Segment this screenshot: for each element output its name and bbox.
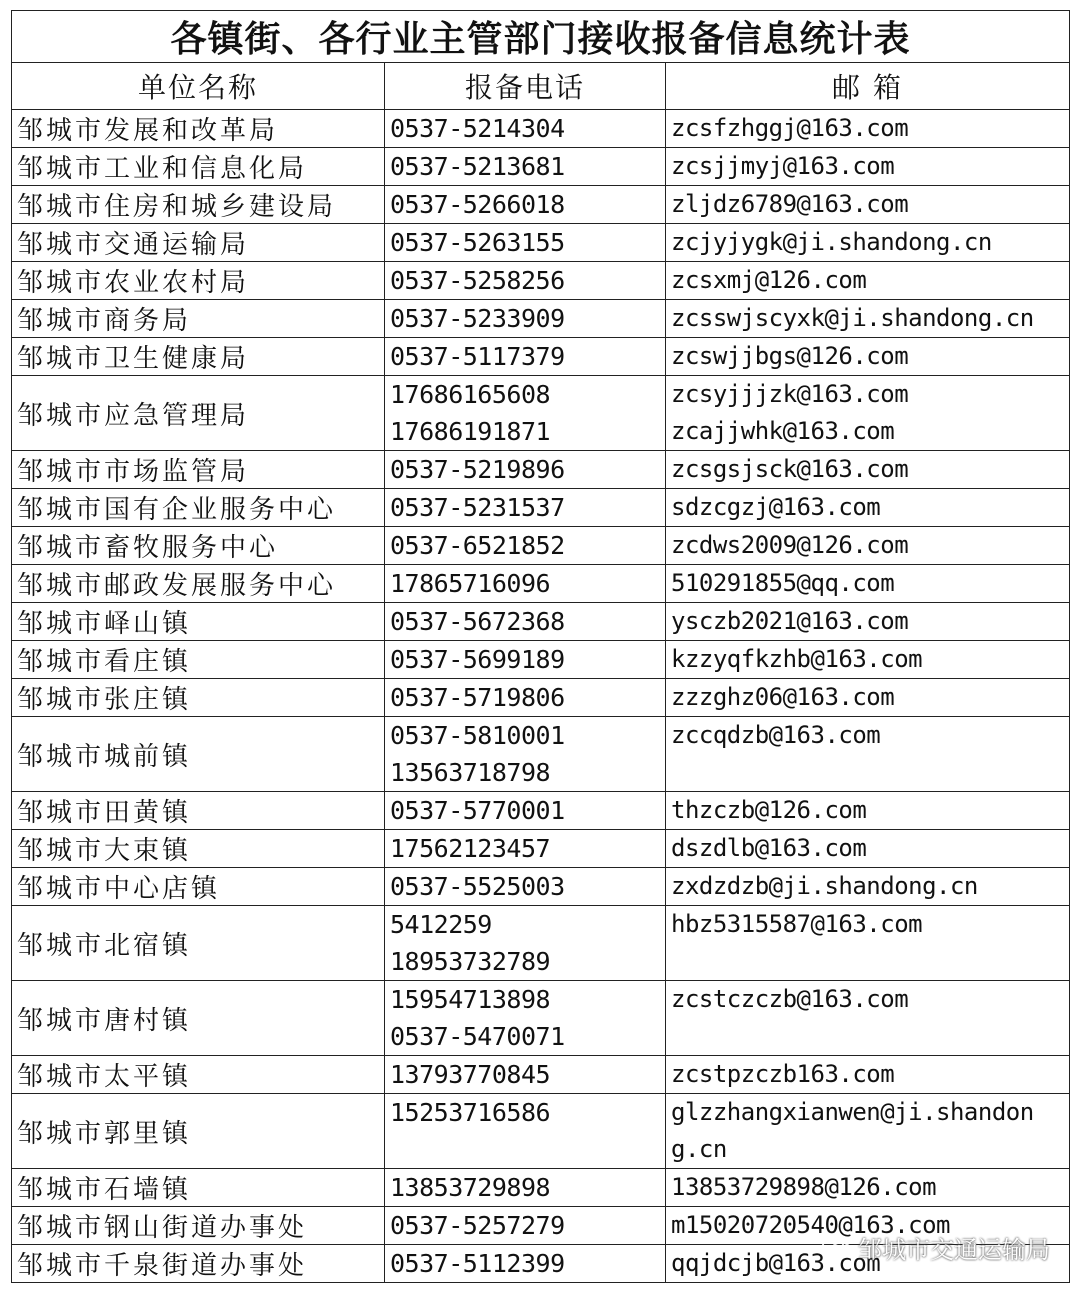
phone-cell [385, 451, 666, 489]
email-address: zcajjwhk@163.com [671, 417, 895, 445]
header-report-phone: 报备电话 [385, 63, 666, 110]
phone-cell [385, 868, 666, 906]
phone-number: 13563718798 [390, 758, 551, 787]
phone-number: 0537-5470071 [390, 1022, 565, 1051]
email-address: sdzcgzj@163.com [671, 493, 881, 521]
email-cell [666, 641, 1070, 679]
unit-name-cell: 邹城市田黄镇 [12, 792, 385, 830]
email-cell [666, 338, 1070, 376]
email-cell [666, 1056, 1070, 1094]
phone-number: 0537-5719806 [390, 683, 565, 712]
unit-name-cell: 邹城市太平镇 [12, 1056, 385, 1094]
unit-name-cell: 邹城市卫生健康局 [12, 338, 385, 376]
unit-name-cell: 邹城市商务局 [12, 300, 385, 338]
phone-cell [385, 717, 666, 792]
phone-cell [385, 376, 666, 451]
table-row [12, 830, 1070, 868]
table-row [12, 792, 1070, 830]
phone-number: 0537-5672368 [390, 607, 565, 636]
email-address: 13853729898@126.com [671, 1173, 937, 1201]
email-cell [666, 376, 1070, 451]
email-address: zcsfzhggj@163.com [671, 114, 909, 142]
phone-number: 17865716096 [390, 569, 551, 598]
phone-number: 15253716586 [390, 1098, 551, 1127]
email-address [671, 754, 1069, 791]
email-cell [666, 717, 1070, 792]
phone-cell [385, 981, 666, 1056]
email-address: glzzhangxianwen@ji.shandon [671, 1098, 1034, 1126]
email-address: dszdlb@163.com [671, 834, 867, 862]
email-cell [666, 186, 1070, 224]
unit-name-cell: 邹城市北宿镇 [12, 906, 385, 981]
email-cell [666, 148, 1070, 186]
table-row [12, 300, 1070, 338]
phone-number: 0537-5257279 [390, 1211, 565, 1240]
table-row [12, 868, 1070, 906]
email-cell [666, 1169, 1070, 1207]
phone-number: 0537-5266018 [390, 190, 565, 219]
phone-number: 0537-5117379 [390, 342, 565, 371]
email-address: zcsxmj@126.com [671, 266, 867, 294]
email-address: 510291855@qq.com [671, 569, 895, 597]
unit-name-cell: 邹城市看庄镇 [12, 641, 385, 679]
phone-cell [385, 792, 666, 830]
email-address: zxdzdzb@ji.shandong.cn [671, 872, 978, 900]
email-address: m15020720540@163.com [671, 1211, 950, 1239]
email-address: zccqdzb@163.com [671, 721, 881, 749]
unit-name-cell: 邹城市市场监管局 [12, 451, 385, 489]
email-cell [666, 300, 1070, 338]
table-row [12, 148, 1070, 186]
phone-number: 5412259 [390, 910, 492, 939]
email-cell [666, 262, 1070, 300]
unit-name-cell: 邹城市钢山街道办事处 [12, 1207, 385, 1245]
unit-name-cell: 邹城市石墙镇 [12, 1169, 385, 1207]
email-address: zljdz6789@163.com [671, 190, 909, 218]
phone-number: 0537-5699189 [390, 645, 565, 674]
phone-cell [385, 565, 666, 603]
phone-number: 0537-5810001 [390, 721, 565, 750]
table-row [12, 262, 1070, 300]
phone-cell [385, 148, 666, 186]
phone-cell [385, 1169, 666, 1207]
report-info-table [11, 10, 1070, 1283]
phone-number: 17686165608 [390, 380, 551, 409]
table-body [12, 110, 1070, 1283]
table-row [12, 1169, 1070, 1207]
table-row [12, 906, 1070, 981]
phone-cell [385, 527, 666, 565]
phone-number: 13853729898 [390, 1173, 551, 1202]
email-address: thzczb@126.com [671, 796, 867, 824]
table-row [12, 717, 1070, 792]
phone-number: 15954713898 [390, 985, 551, 1014]
table-title: 各镇街、各行业主管部门接收报备信息统计表 [12, 11, 1070, 63]
phone-cell [385, 603, 666, 641]
unit-name-cell: 邹城市发展和改革局 [12, 110, 385, 148]
unit-name-cell: 邹城市交通运输局 [12, 224, 385, 262]
phone-cell [385, 110, 666, 148]
table-row [12, 527, 1070, 565]
phone-number: 0537-5258256 [390, 266, 565, 295]
phone-cell [385, 186, 666, 224]
email-address: qqjdcjb@163.com [671, 1249, 881, 1277]
table-row [12, 565, 1070, 603]
email-address: g.cn [671, 1135, 727, 1163]
watermark-text: 邹城市交通运输局 [858, 1235, 1050, 1264]
phone-number: 0537-5112399 [390, 1249, 565, 1278]
unit-name-cell: 邹城市中心店镇 [12, 868, 385, 906]
email-cell [666, 830, 1070, 868]
email-address: zcdws2009@126.com [671, 531, 909, 559]
phone-cell [385, 1094, 666, 1169]
email-cell [666, 1094, 1070, 1169]
phone-number: 0537-5263155 [390, 228, 565, 257]
email-cell [666, 792, 1070, 830]
email-cell [666, 451, 1070, 489]
table-row [12, 224, 1070, 262]
header-unit-name: 单位名称 [12, 63, 385, 110]
email-address: zcsyjjjzk@163.com [671, 380, 909, 408]
email-address: zcswjjbgs@126.com [671, 342, 909, 370]
phone-cell [385, 906, 666, 981]
email-address: zcsgsjsck@163.com [671, 455, 909, 483]
phone-number: 17562123457 [390, 834, 551, 863]
phone-number: 0537-5770001 [390, 796, 565, 825]
phone-cell [385, 338, 666, 376]
phone-cell [385, 262, 666, 300]
email-address: zcstczczb@163.com [671, 985, 909, 1013]
table-row [12, 981, 1070, 1056]
email-cell [666, 489, 1070, 527]
phone-number: 0537-5231537 [390, 493, 565, 522]
phone-number: 0537-5214304 [390, 114, 565, 143]
phone-number: 0537-5233909 [390, 304, 565, 333]
phone-number: 13793770845 [390, 1060, 551, 1089]
email-cell [666, 906, 1070, 981]
email-cell [666, 565, 1070, 603]
unit-name-cell: 邹城市农业农村局 [12, 262, 385, 300]
phone-cell [385, 224, 666, 262]
phone-cell [385, 679, 666, 717]
unit-name-cell: 邹城市国有企业服务中心 [12, 489, 385, 527]
phone-cell [385, 1245, 666, 1283]
header-row [12, 63, 1070, 110]
email-cell [666, 224, 1070, 262]
email-address: zcsswjscyxk@ji.shandong.cn [671, 304, 1034, 332]
table-row [12, 110, 1070, 148]
email-address: zcstpzczb163.com [671, 1060, 895, 1088]
table-row [12, 1056, 1070, 1094]
header-email: 邮 箱 [666, 63, 1070, 110]
table-row [12, 489, 1070, 527]
unit-name-cell: 邹城市千泉街道办事处 [12, 1245, 385, 1283]
unit-name-cell: 邹城市工业和信息化局 [12, 148, 385, 186]
phone-number: 0537-5213681 [390, 152, 565, 181]
table-row [12, 338, 1070, 376]
phone-number: 18953732789 [390, 947, 551, 976]
phone-number: 0537-6521852 [390, 531, 565, 560]
email-cell [666, 981, 1070, 1056]
unit-name-cell: 邹城市峄山镇 [12, 603, 385, 641]
email-cell [666, 527, 1070, 565]
email-address [671, 1018, 1069, 1055]
email-cell [666, 868, 1070, 906]
account-watermark [822, 1230, 1050, 1264]
table-row [12, 679, 1070, 717]
email-address: zcsjjmyj@163.com [671, 152, 895, 180]
unit-name-cell: 邹城市郭里镇 [12, 1094, 385, 1169]
phone-cell [385, 489, 666, 527]
email-address: hbz5315587@163.com [671, 910, 923, 938]
phone-cell [385, 830, 666, 868]
email-cell [666, 110, 1070, 148]
unit-name-cell: 邹城市张庄镇 [12, 679, 385, 717]
email-cell [666, 679, 1070, 717]
email-address: zcjyjygk@ji.shandong.cn [671, 228, 992, 256]
table-row [12, 1094, 1070, 1169]
phone-number: 17686191871 [390, 417, 551, 446]
email-address: ysczb2021@163.com [671, 607, 909, 635]
table-row [12, 603, 1070, 641]
phone-cell [385, 300, 666, 338]
phone-cell [385, 1207, 666, 1245]
unit-name-cell: 邹城市住房和城乡建设局 [12, 186, 385, 224]
email-address [671, 943, 1069, 980]
table-row [12, 186, 1070, 224]
phone-cell [385, 641, 666, 679]
phone-cell [385, 1056, 666, 1094]
title-row [12, 11, 1070, 63]
table-row [12, 376, 1070, 451]
wechat-icon [822, 1233, 852, 1261]
unit-name-cell: 邹城市应急管理局 [12, 376, 385, 451]
email-address: kzzyqfkzhb@163.com [671, 645, 923, 673]
phone-number [390, 1131, 665, 1168]
email-address: zzzghz06@163.com [671, 683, 895, 711]
email-cell [666, 603, 1070, 641]
unit-name-cell: 邹城市大束镇 [12, 830, 385, 868]
unit-name-cell: 邹城市畜牧服务中心 [12, 527, 385, 565]
phone-number: 0537-5219896 [390, 455, 565, 484]
unit-name-cell: 邹城市城前镇 [12, 717, 385, 792]
table-row [12, 451, 1070, 489]
table-row [12, 641, 1070, 679]
unit-name-cell: 邹城市唐村镇 [12, 981, 385, 1056]
phone-number: 0537-5525003 [390, 872, 565, 901]
unit-name-cell: 邹城市邮政发展服务中心 [12, 565, 385, 603]
